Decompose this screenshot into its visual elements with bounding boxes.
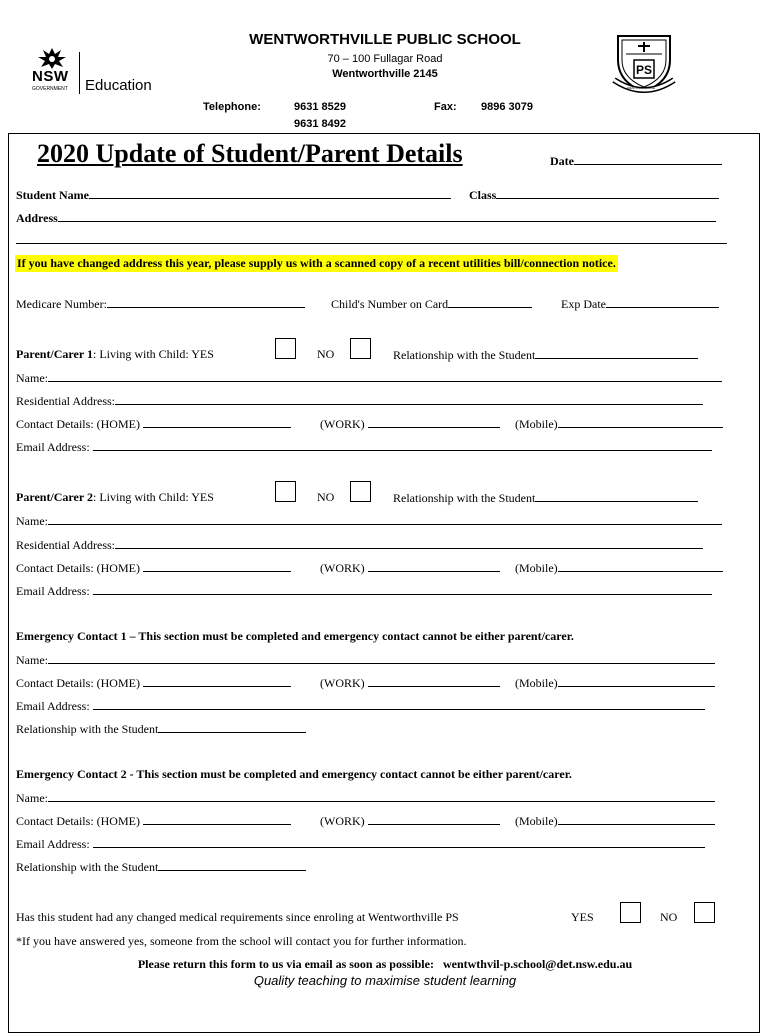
parent2-email-field[interactable] [16, 583, 712, 599]
emergency2-mobile-label: (Mobile) [515, 814, 558, 828]
parent2-name-field[interactable] [16, 513, 722, 529]
school-name: WENTWORTHVILLE PUBLIC SCHOOL [249, 31, 521, 48]
student-name-field[interactable] [16, 187, 451, 203]
emergency2-relationship-label: Relationship with the Student [16, 860, 159, 874]
parent1-residential-label: Residential Address: [16, 394, 115, 408]
parent1-email-label: Email Address: [16, 440, 90, 454]
emergency1-relationship-field[interactable] [16, 721, 306, 737]
parent2-residential-field[interactable] [16, 537, 703, 553]
parent2-no-checkbox[interactable] [350, 481, 371, 502]
parent2-yes-checkbox[interactable] [275, 481, 296, 502]
medicare-number-field[interactable] [16, 296, 305, 312]
emergency2-home-field[interactable] [16, 813, 291, 829]
date-field[interactable] [550, 153, 722, 169]
parent2-home-label: Contact Details: (HOME) [16, 561, 140, 575]
exp-date-label: Exp Date [561, 297, 606, 311]
parent2-residential-label: Residential Address: [16, 538, 115, 552]
parent1-residential-field[interactable] [16, 393, 703, 409]
emergency2-name-label: Name: [16, 791, 48, 805]
form-title: 2020 Update of Student/Parent Details [37, 139, 463, 168]
emergency1-name-label: Name: [16, 653, 48, 667]
emergency1-mobile-label: (Mobile) [515, 676, 558, 690]
emergency2-email-field[interactable] [16, 836, 705, 852]
medical-question: Has this student had any changed medical requirements since enroling at Wentworthville PS [16, 910, 459, 924]
parent2-home-field[interactable] [16, 560, 291, 576]
school-motto: Quality teaching to maximise student learning [253, 973, 517, 988]
childs-number-field[interactable] [331, 296, 532, 312]
parent1-work-field[interactable] [320, 416, 500, 432]
parent2-work-label: (WORK) [320, 561, 365, 575]
emergency1-email-label: Email Address: [16, 699, 90, 713]
class-field[interactable] [469, 187, 719, 203]
parent1-living-label: : Living with Child: [92, 347, 192, 361]
date-label: Date [550, 154, 574, 168]
emergency2-mobile-field[interactable] [515, 813, 715, 829]
fax-number: 9896 3079 [481, 101, 533, 113]
parent1-mobile-label: (Mobile) [515, 417, 558, 431]
return-instructions: Please return this form to us via email as soon as possible: wentwthvil-p.school@det.nsw.edu.au [137, 957, 633, 971]
emergency1-name-field[interactable] [16, 652, 715, 668]
parent2-work-field[interactable] [320, 560, 500, 576]
emergency2-home-label: Contact Details: (HOME) [16, 814, 140, 828]
parent2-mobile-label: (Mobile) [515, 561, 558, 575]
emergency2-email-label: Email Address: [16, 837, 90, 851]
address-label: Address [16, 211, 58, 225]
medical-note: *If you have answered yes, someone from the school will contact you for further information. [16, 934, 467, 948]
parent1-no-label: NO [317, 347, 335, 361]
crest-text: WENTWORTHVILLE [627, 86, 656, 90]
emergency1-relationship-label: Relationship with the Student [16, 722, 159, 736]
telephone-number-2: 9631 8492 [294, 118, 346, 130]
telephone-label: Telephone: [203, 101, 261, 113]
emergency1-heading: Emergency Contact 1 – This section must be completed and emergency contact cannot be either parent/carer. [16, 629, 574, 643]
address-line-2-field[interactable] [16, 232, 727, 248]
parent1-heading: Parent/Carer 1 [16, 347, 93, 361]
parent2-heading: Parent/Carer 2 [16, 490, 93, 504]
emergency1-home-label: Contact Details: (HOME) [16, 676, 140, 690]
parent2-relationship-label: Relationship with the Student [393, 491, 536, 505]
parent2-relationship-field[interactable] [393, 490, 698, 506]
fax-label: Fax: [434, 101, 457, 113]
parent1-relationship-field[interactable] [393, 347, 698, 363]
medical-no-label: NO [660, 910, 678, 924]
emergency1-work-label: (WORK) [320, 676, 365, 690]
parent1-yes-checkbox[interactable] [275, 338, 296, 359]
parent1-home-label: Contact Details: (HOME) [16, 417, 140, 431]
medical-no-checkbox[interactable] [694, 902, 715, 923]
address-notice: If you have changed address this year, please supply us with a scanned copy of a recent utilities bill/connection notice. [17, 256, 616, 270]
emergency2-work-label: (WORK) [320, 814, 365, 828]
parent1-no-checkbox[interactable] [350, 338, 371, 359]
medical-yes-label: YES [571, 910, 594, 924]
medical-yes-checkbox[interactable] [620, 902, 641, 923]
emergency1-email-field[interactable] [16, 698, 705, 714]
telephone-number-1: 9631 8529 [294, 101, 346, 113]
parent2-yes-label: YES [191, 490, 214, 504]
emergency2-work-field[interactable] [320, 813, 500, 829]
parent2-no-label: NO [317, 490, 335, 504]
parent1-email-field[interactable] [16, 439, 712, 455]
student-name-label: Student Name [16, 188, 90, 202]
logo-government-text: GOVERNMENT [32, 86, 68, 92]
parent1-work-label: (WORK) [320, 417, 365, 431]
address-field[interactable] [16, 210, 716, 226]
parent1-home-field[interactable] [16, 416, 291, 432]
emergency1-home-field[interactable] [16, 675, 291, 691]
parent1-name-label: Name: [16, 371, 48, 385]
childs-number-label: Child's Number on Card [331, 297, 449, 311]
parent2-living-label: : Living with Child: [92, 490, 192, 504]
parent1-yes-label: YES [191, 347, 214, 361]
school-address-line2: Wentworthville 2145 [332, 68, 438, 80]
parent2-mobile-field[interactable] [515, 560, 723, 576]
parent1-name-field[interactable] [16, 370, 722, 386]
crest-initials: PS [636, 63, 653, 77]
emergency2-heading: Emergency Contact 2 - This section must be completed and emergency contact cannot be either parent/carer. [16, 767, 572, 781]
emergency1-mobile-field[interactable] [515, 675, 715, 691]
logo-education-text: Education [85, 77, 152, 94]
parent1-mobile-field[interactable] [515, 416, 723, 432]
school-address-line1: 70 – 100 Fullagar Road [327, 53, 443, 65]
parent2-email-label: Email Address: [16, 584, 90, 598]
emergency2-relationship-field[interactable] [16, 859, 306, 875]
parent2-living-row [16, 490, 214, 505]
class-label: Class [469, 188, 497, 202]
logo-nsw-text: NSW [32, 68, 69, 85]
parent1-relationship-label: Relationship with the Student [393, 348, 536, 362]
exp-date-field[interactable] [561, 296, 719, 312]
medicare-label: Medicare Number: [16, 297, 107, 311]
emergency2-name-field[interactable] [16, 790, 715, 806]
school-crest [612, 30, 676, 96]
emergency1-work-field[interactable] [320, 675, 500, 691]
parent2-name-label: Name: [16, 514, 48, 528]
parent1-living-row [16, 347, 214, 362]
